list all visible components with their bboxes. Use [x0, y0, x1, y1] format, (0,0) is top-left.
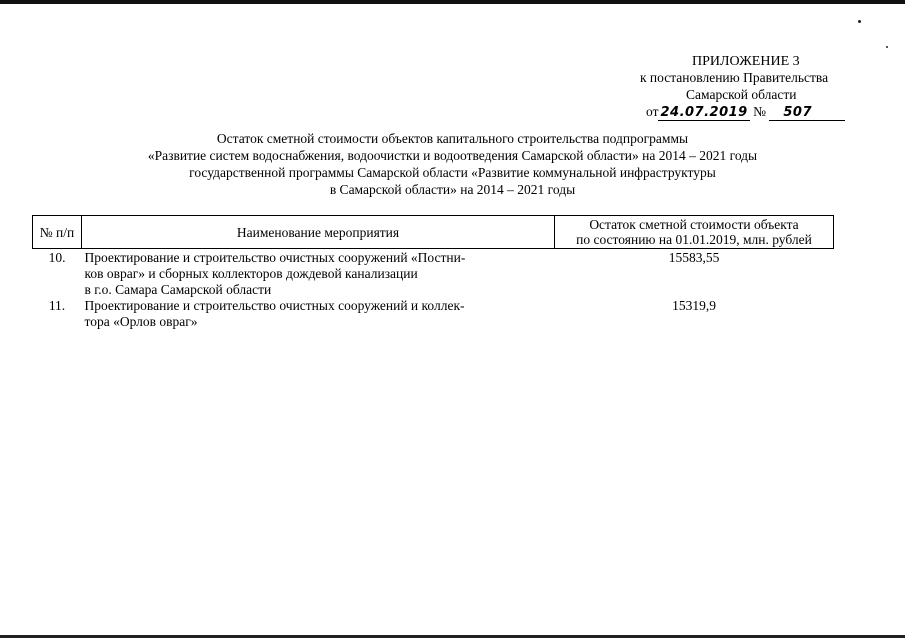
row-cost: 15319,9: [672, 298, 716, 313]
header-number: № п/п: [33, 216, 82, 249]
handwritten-date: 24.07.2019: [660, 105, 748, 120]
row-cost: 15583,55: [668, 250, 720, 265]
header-name: Наименование мероприятия: [82, 216, 555, 249]
appendix-resolution-line: к постановлению Правительства: [640, 70, 829, 85]
row-number: 11.: [48, 298, 66, 313]
row-name-line: Проектирование и строительство очистных сооружений «Постни-: [84, 250, 466, 265]
date-prefix: от: [646, 104, 659, 119]
header-cost: [555, 216, 834, 249]
appendix-title: ПРИЛОЖЕНИЕ 3: [692, 54, 800, 69]
table-row: [33, 249, 834, 299]
row-name: [82, 249, 555, 299]
page-bottom-edge: [0, 635, 905, 638]
table-header-row: [33, 216, 834, 249]
table-row: [33, 298, 834, 330]
header-cost-line: Остаток сметной стоимости объекта: [589, 217, 799, 232]
number-prefix: №: [753, 104, 766, 119]
heading-line: Остаток сметной стоимости объектов капитального строительства подпрограммы: [216, 131, 689, 146]
appendix-region-line: Самарской области: [686, 87, 797, 102]
heading-line: в Самарской области» на 2014 – 2021 годы: [329, 182, 576, 197]
appendix-date-row: [646, 104, 845, 121]
header-cost-line: по состоянию на 01.01.2019, млн. рублей: [576, 232, 812, 247]
handwritten-number: 507: [783, 105, 813, 120]
row-name-line: тора «Орлов овраг»: [84, 314, 198, 329]
heading-line: «Развитие систем водоснабжения, водоочистки и водоотведения Самарской области» на 2014 – 2021 годы: [147, 148, 758, 163]
row-name-line: Проектирование и строительство очистных сооружений и коллек-: [84, 298, 465, 313]
row-name-line: ков овраг» и сборных коллекторов дождевой канализации: [84, 266, 418, 281]
heading-line: государственной программы Самарской области «Развитие коммунальной инфраструктуры: [189, 165, 716, 180]
cost-table: [32, 215, 834, 330]
document-heading: [0, 130, 905, 198]
row-name: [82, 298, 555, 330]
row-number: 10.: [48, 250, 66, 265]
appendix-block: [0, 0, 905, 140]
row-name-line: в г.о. Самара Самарской области: [84, 282, 272, 297]
